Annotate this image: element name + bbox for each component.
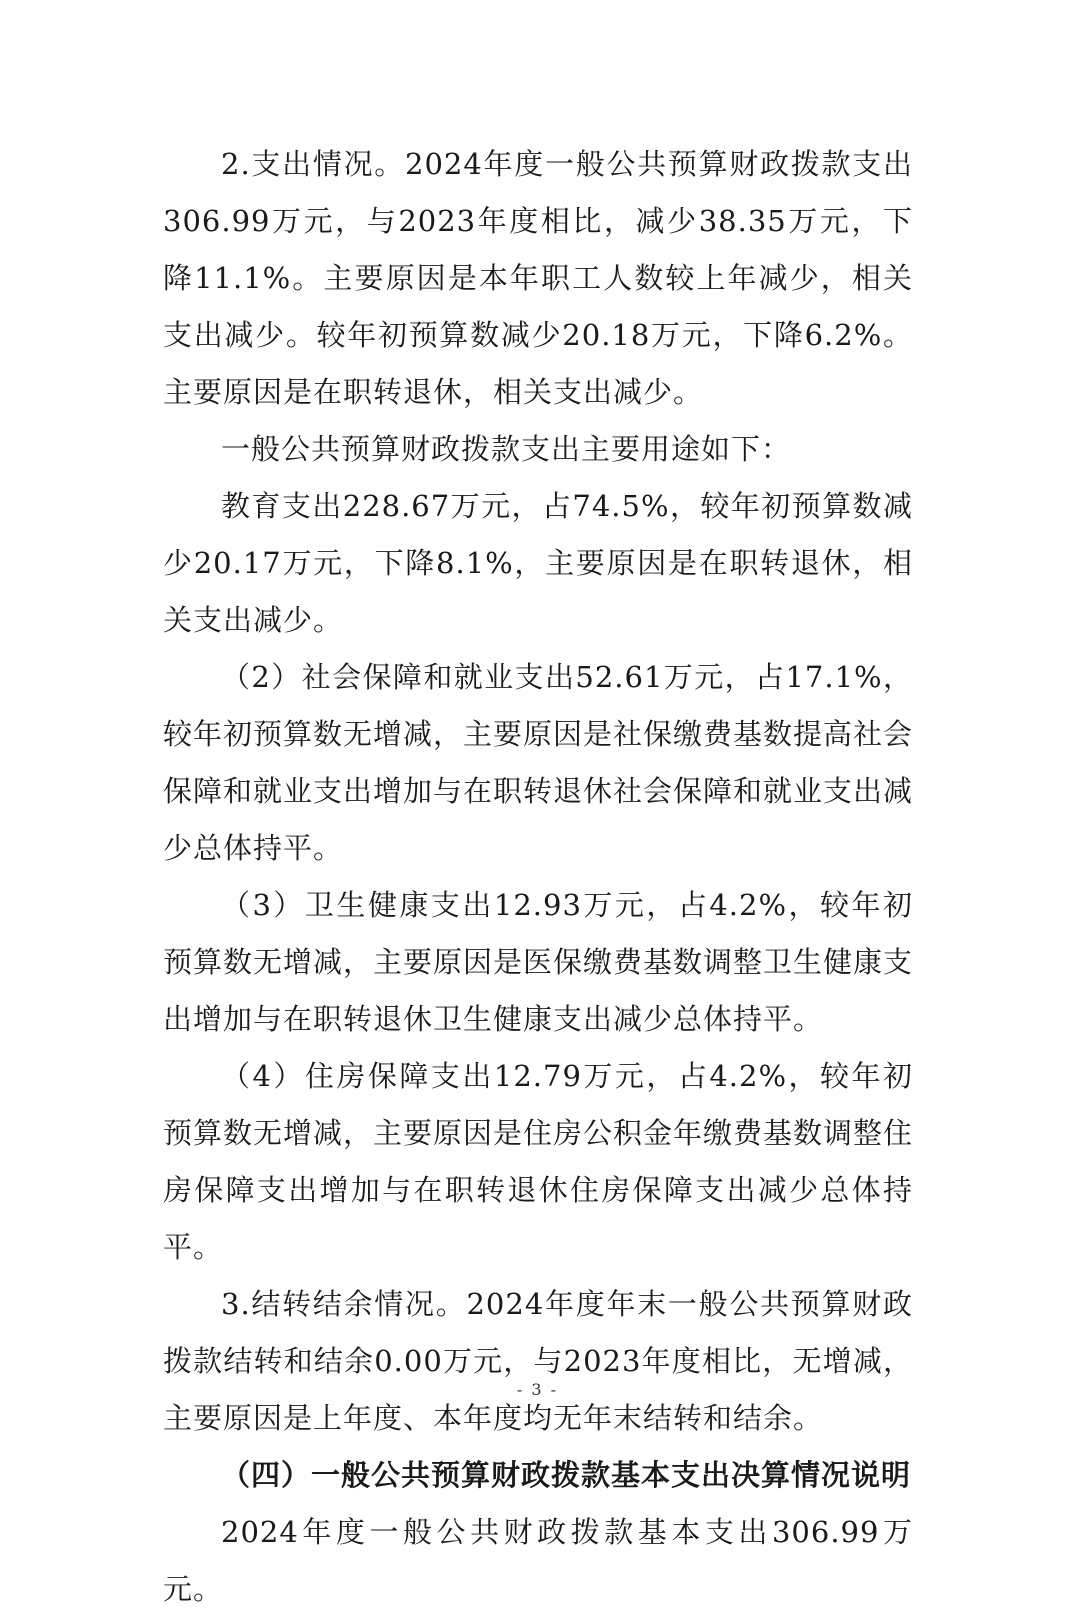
paragraph-carryover-balance: 3.结转结余情况。2024年度年末一般公共预算财政拨款结转和结余0.00万元，与2023年度相比，无增减，主要原因是上年度、本年度均无年末结转和结余。	[163, 1287, 913, 1435]
paragraph-basic-expenditure-total: 2024年度一般公共财政拨款基本支出306.99万元。	[163, 1515, 913, 1606]
page-number: - 3 -	[516, 1380, 559, 1399]
paragraph-education-expenditure: 教育支出228.67万元，占74.5%，较年初预算数减少20.17万元，下降8.1%，主要原因是在职转退休，相关支出减少。	[163, 489, 913, 637]
paragraph-main-uses-intro: 一般公共预算财政拨款支出主要用途如下：	[221, 432, 792, 466]
paragraph-expenditure-overview: 2.支出情况。2024年度一般公共预算财政拨款支出306.99万元，与2023年度相比，减少38.35万元，下降11.1%。主要原因是本年职工人数较上年减少，相关支出减少。较年初预算数减少20.18万元，下降6.2%。主要原因是在职转退休，相关支出减少。	[163, 147, 913, 409]
paragraph-health-expenditure: （3）卫生健康支出12.93万元，占4.2%，较年初预算数无增减，主要原因是医保缴费基数调整卫生健康支出增加与在职转退休卫生健康支出减少总体持平。	[163, 888, 914, 1036]
section-heading-basic-expenditure: （四）一般公共预算财政拨款基本支出决算情况说明	[221, 1458, 912, 1492]
paragraph-social-security-expenditure: （2）社会保障和就业支出52.61万元，占17.1%，较年初预算数无增减，主要原因是社保缴费基数提高社会保障和就业支出增加与在职转退休社会保障和就业支出减少总体持平。	[163, 660, 914, 865]
paragraph-housing-expenditure: （4）住房保障支出12.79万元，占4.2%，较年初预算数无增减，主要原因是住房公积金年缴费基数调整住房保障支出增加与在职转退休住房保障支出减少总体持平。	[163, 1059, 914, 1264]
